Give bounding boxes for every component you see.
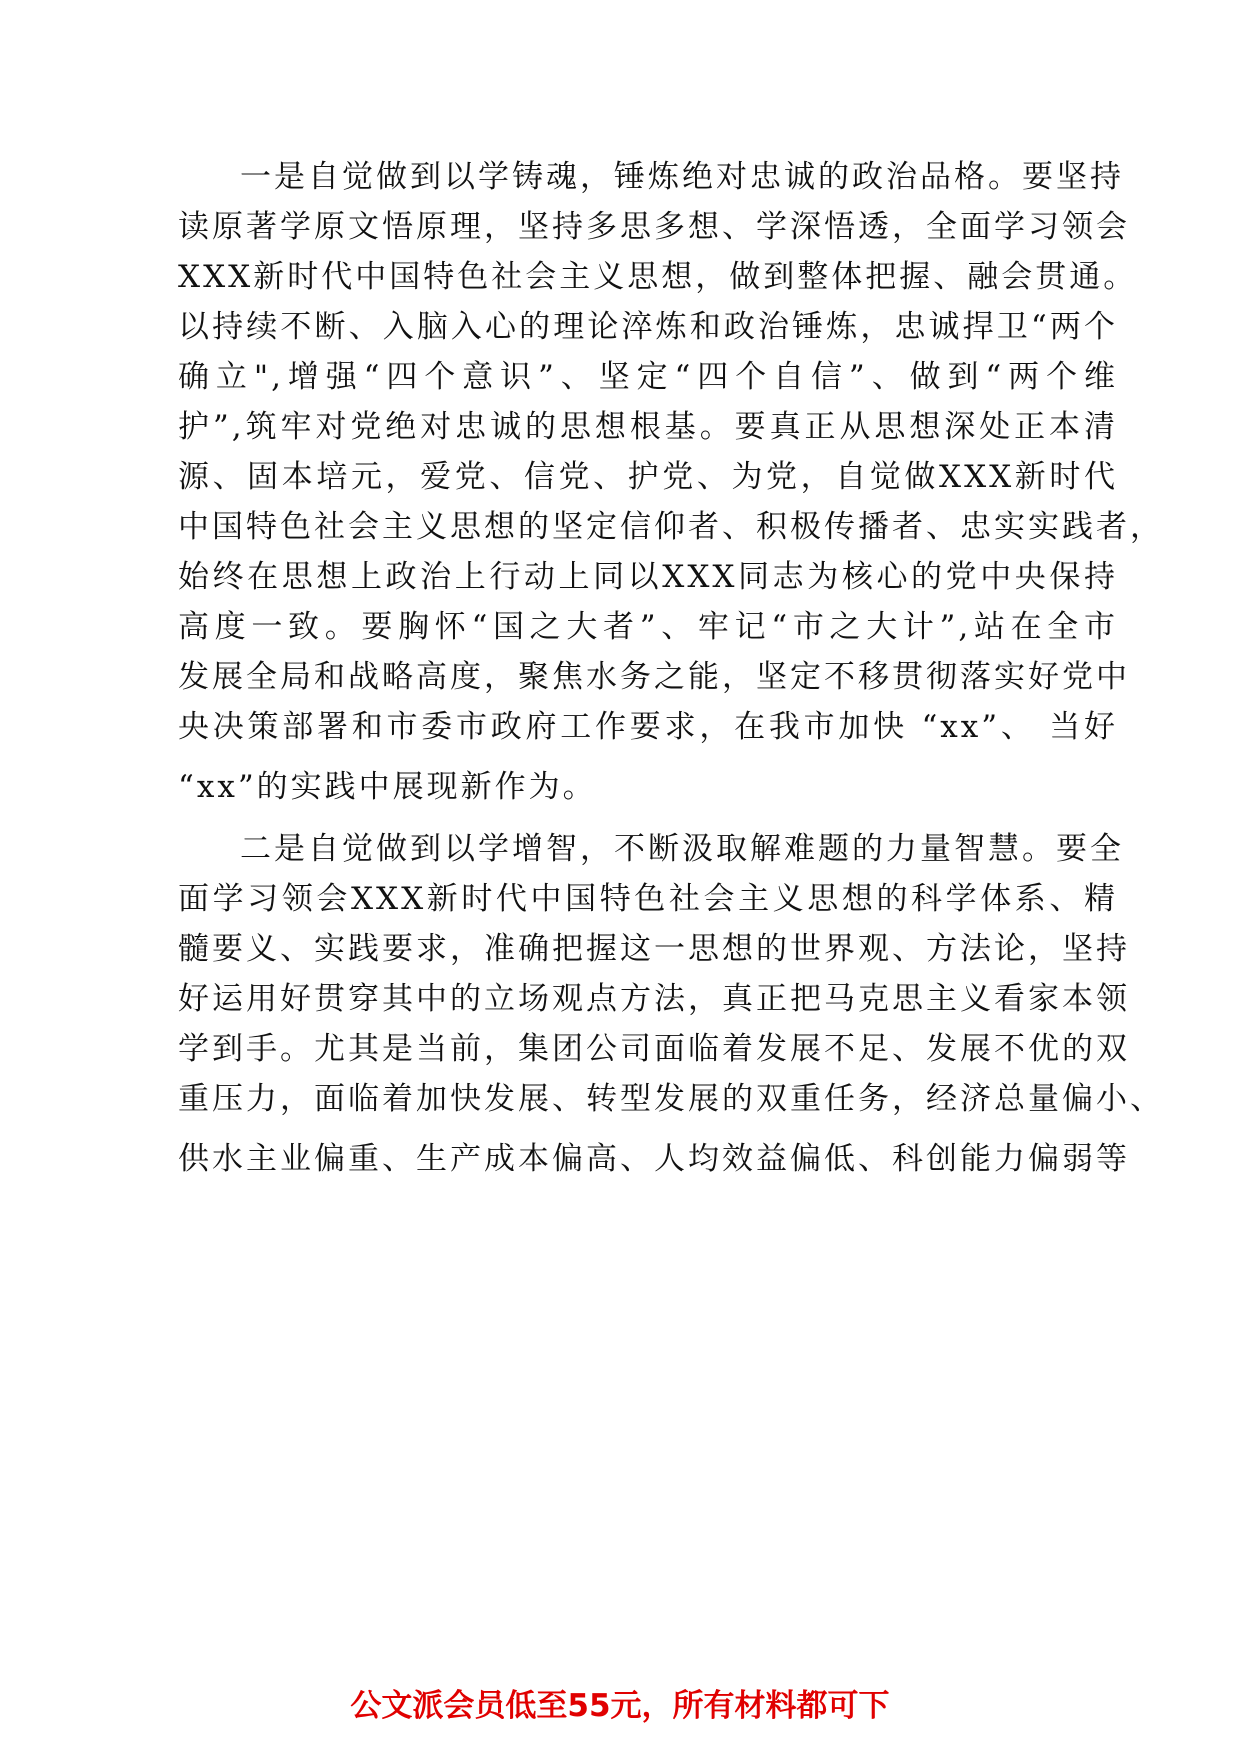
paragraph-1-line-5: 确立",增强“四个意识”、坚定“四个自信”、做到“两个维 xyxy=(178,359,1118,395)
paragraph-1-line-7: 源、固本培元，爱党、信党、护党、为党，自觉做XXX新时代 xyxy=(178,459,1118,495)
paragraph-1-line-12: 央决策部署和市委市政府工作要求，在我市加快 “xx”、 当好 xyxy=(178,709,1118,745)
paragraph-1-line-11: 发展全局和战略高度，聚焦水务之能，坚定不移贯彻落实好党中 xyxy=(178,659,1130,695)
paragraph-1-line-9: 始终在思想上政治上行动上同以XXX同志为核心的党中央保持 xyxy=(178,559,1118,595)
paragraph-1-line-1: 一是自觉做到以学铸魂，锤炼绝对忠诚的政治品格。要坚持 xyxy=(240,159,1124,195)
paragraph-1-line-2: 读原著学原文悟原理，坚持多思多想、学深悟透，全面学习领会 xyxy=(178,209,1130,245)
paragraph-2-line-6: 重压力，面临着加快发展、转型发展的双重任务，经济总量偏小、 xyxy=(178,1081,1164,1117)
paragraph-1-line-4: 以持续不断、入脑入心的理论淬炼和政治锤炼，忠诚捍卫“两个 xyxy=(178,309,1118,345)
paragraph-2-line-7: 供水主业偏重、生产成本偏高、人均效益偏低、科创能力偏弱等 xyxy=(178,1141,1130,1177)
paragraph-2-line-3: 髓要义、实践要求，准确把握这一思想的世界观、方法论，坚持 xyxy=(178,931,1130,967)
paragraph-2-line-2: 面学习领会XXX新时代中国特色社会主义思想的科学体系、精 xyxy=(178,881,1118,917)
paragraph-1-line-6: 护”,筑牢对党绝对忠诚的思想根基。要真正从思想深处正本清 xyxy=(178,409,1118,445)
paragraph-1-line-3: XXX新时代中国特色社会主义思想，做到整体把握、融会贯通。 xyxy=(178,259,1138,295)
paragraph-2-line-1: 二是自觉做到以学增智，不断汲取解难题的力量智慧。要全 xyxy=(240,831,1124,867)
paragraph-1-line-8: 中国特色社会主义思想的坚定信仰者、积极传播者、忠实实践者， xyxy=(178,509,1164,545)
paragraph-2-line-4: 好运用好贯穿其中的立场观点方法，真正把马克思主义看家本领 xyxy=(178,981,1130,1017)
promo-footer-text: 公文派会员低至55元，所有材料都可下 xyxy=(350,1688,890,1724)
paragraph-2-line-5: 学到手。尤其是当前，集团公司面临着发展不足、发展不优的双 xyxy=(178,1031,1130,1067)
paragraph-1-line-13: “xx”的实践中展现新作为。 xyxy=(178,769,597,805)
document-body xyxy=(178,152,1164,1184)
paragraph-1-line-10: 高度一致。要胸怀“国之大者”、牢记“市之大计”,站在全市 xyxy=(178,609,1118,645)
